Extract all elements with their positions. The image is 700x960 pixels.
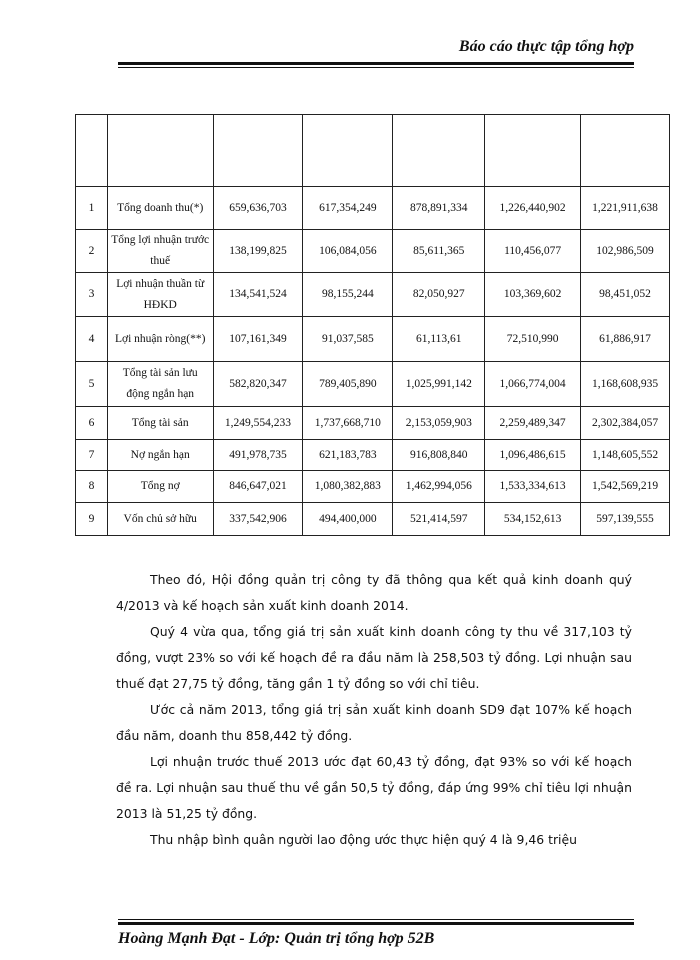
row-number: 5 [76, 362, 108, 407]
value-cell: 1,462,994,056 [393, 471, 485, 503]
value-cell: 494,400,000 [303, 503, 393, 536]
value-cell: 846,647,021 [213, 471, 303, 503]
value-cell: 491,978,735 [213, 440, 303, 471]
paragraph: Ước cả năm 2013, tổng giá trị sản xuất kinh doanh SD9 đạt 107% kế hoạch đầu năm, doanh thu 858,442 tỷ đồng. [116, 702, 632, 743]
row-number: 8 [76, 471, 108, 503]
row-number: 2 [76, 230, 108, 273]
row-number: 4 [76, 317, 108, 362]
table-row [76, 407, 670, 440]
value-cell: 102,986,509 [581, 230, 670, 273]
paragraph: Lợi nhuận trước thuế 2013 ước đạt 60,43 tỷ đồng, đạt 93% so với kế hoạch đề ra. Lợi nhuận sau thuế thu về gần 50,5 tỷ đồng, đáp ứng 99% chỉ tiêu lợi nhuận 2013 là 51,25 tỷ đồng. [116, 754, 632, 821]
row-label: Tổng doanh thu(*) [107, 187, 213, 230]
value-cell: 72,510,990 [485, 317, 581, 362]
table-row [76, 187, 670, 230]
row-label: Tổng tài sản lưu động ngắn hạn [107, 362, 213, 407]
value-cell: 337,542,906 [213, 503, 303, 536]
row-label: Lợi nhuận thuần từ HĐKD [107, 273, 213, 317]
value-cell: 521,414,597 [393, 503, 485, 536]
financial-table [75, 114, 670, 536]
page-footer-text: Hoàng Mạnh Đạt - Lớp: Quản trị tổng hợp 52B [118, 930, 435, 947]
value-cell: 659,636,703 [213, 187, 303, 230]
row-label: Tổng nợ [107, 471, 213, 503]
value-cell: 1,226,440,902 [485, 187, 581, 230]
table-row [76, 503, 670, 536]
header-cell [303, 115, 393, 187]
header-cell [107, 115, 213, 187]
value-cell: 61,113,61 [393, 317, 485, 362]
row-number: 1 [76, 187, 108, 230]
value-cell: 2,153,059,903 [393, 407, 485, 440]
value-cell: 916,808,840 [393, 440, 485, 471]
value-cell: 878,891,334 [393, 187, 485, 230]
header-cell [213, 115, 303, 187]
header-cell [393, 115, 485, 187]
value-cell: 106,084,056 [303, 230, 393, 273]
value-cell: 138,199,825 [213, 230, 303, 273]
value-cell: 617,354,249 [303, 187, 393, 230]
value-cell: 1,168,608,935 [581, 362, 670, 407]
value-cell: 789,405,890 [303, 362, 393, 407]
value-cell: 621,183,783 [303, 440, 393, 471]
value-cell: 61,886,917 [581, 317, 670, 362]
row-number: 6 [76, 407, 108, 440]
table-row [76, 362, 670, 407]
value-cell: 1,737,668,710 [303, 407, 393, 440]
header-rule-thick [118, 62, 634, 65]
table-row [76, 317, 670, 362]
footer-rule-thick [118, 922, 634, 925]
table-row [76, 230, 670, 273]
row-label: Lợi nhuận ròng(**) [107, 317, 213, 362]
value-cell: 1,096,486,615 [485, 440, 581, 471]
footer-rule-thin [118, 919, 634, 920]
value-cell: 1,533,334,613 [485, 471, 581, 503]
header-rule-thin [118, 67, 634, 68]
header-cell [581, 115, 670, 187]
table-header-row [76, 115, 670, 187]
row-label: Nợ ngắn hạn [107, 440, 213, 471]
value-cell: 85,611,365 [393, 230, 485, 273]
value-cell: 582,820,347 [213, 362, 303, 407]
value-cell: 103,369,602 [485, 273, 581, 317]
row-number: 9 [76, 503, 108, 536]
value-cell: 1,148,605,552 [581, 440, 670, 471]
value-cell: 2,302,384,057 [581, 407, 670, 440]
row-number: 7 [76, 440, 108, 471]
value-cell: 110,456,077 [485, 230, 581, 273]
header-cell [485, 115, 581, 187]
row-number: 3 [76, 273, 108, 317]
table-row [76, 273, 670, 317]
paragraph: Quý 4 vừa qua, tổng giá trị sản xuất kinh doanh công ty thu về 317,103 tỷ đồng, vượt 23% so với kế hoạch đề ra đầu năm là 258,503 tỷ đồng. Lợi nhuận sau thuế đạt 27,75 tỷ đồng, tăng gần 1 tỷ đồng so với chỉ tiêu. [116, 624, 632, 691]
value-cell: 1,025,991,142 [393, 362, 485, 407]
row-label: Tổng tài sản [107, 407, 213, 440]
value-cell: 98,155,244 [303, 273, 393, 317]
value-cell: 91,037,585 [303, 317, 393, 362]
value-cell: 2,259,489,347 [485, 407, 581, 440]
paragraph: Theo đó, Hội đồng quản trị công ty đã thông qua kết quả kinh doanh quý 4/2013 và kế hoạch sản xuất kinh doanh 2014. [116, 572, 632, 613]
header-cell [76, 115, 108, 187]
paragraph: Thu nhập bình quân người lao động ước thực hiện quý 4 là 9,46 triệu [150, 832, 577, 847]
value-cell: 82,050,927 [393, 273, 485, 317]
value-cell: 98,451,052 [581, 273, 670, 317]
value-cell: 107,161,349 [213, 317, 303, 362]
row-label: Vốn chủ sở hữu [107, 503, 213, 536]
value-cell: 134,541,524 [213, 273, 303, 317]
table-row [76, 440, 670, 471]
value-cell: 534,152,613 [485, 503, 581, 536]
value-cell: 1,080,382,883 [303, 471, 393, 503]
value-cell: 1,249,554,233 [213, 407, 303, 440]
page-header-title: Báo cáo thực tập tổng hợp [458, 38, 634, 55]
value-cell: 1,066,774,004 [485, 362, 581, 407]
row-label: Tổng lợi nhuận trước thuế [107, 230, 213, 273]
value-cell: 1,542,569,219 [581, 471, 670, 503]
body-text [116, 567, 632, 853]
value-cell: 597,139,555 [581, 503, 670, 536]
value-cell: 1,221,911,638 [581, 187, 670, 230]
table-row [76, 471, 670, 503]
